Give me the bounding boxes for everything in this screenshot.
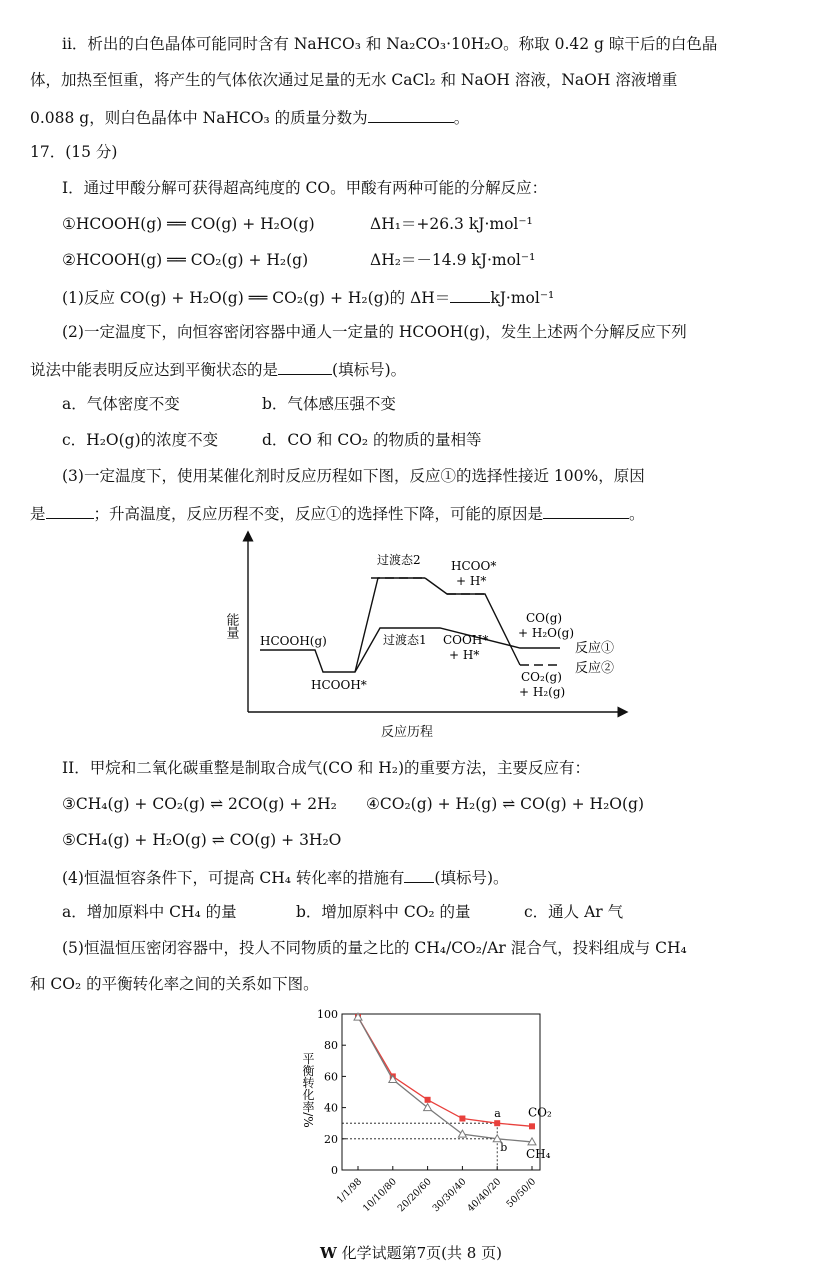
sub4-text: (4)恒温恒容条件下，可提高 CH₄ 转化率的措施有	[62, 869, 405, 887]
data-point-co2	[494, 1120, 500, 1126]
series-line-ch4	[358, 1017, 532, 1142]
y-tick-label: 80	[324, 1039, 338, 1053]
reaction-1-dh: ΔH₁＝+26.3 kJ·mol⁻¹	[370, 215, 533, 233]
sub-question-1	[62, 286, 554, 308]
sub-question-4	[62, 866, 509, 888]
series-line-co2	[358, 1017, 532, 1126]
answer-blank	[543, 502, 629, 519]
energy-xlabel: 反应历程	[381, 725, 434, 740]
label-co-h2o-2: + H₂O(g)	[518, 626, 575, 640]
sub2-option-b: b．气体感压强不变	[262, 395, 396, 413]
annotation-b: b	[500, 1140, 508, 1154]
q17-part1-intro: I．通过甲酸分解可获得超高纯度的 CO。甲酸有两种可能的分解反应：	[62, 179, 548, 197]
data-point-co2	[529, 1123, 535, 1129]
series-label-co2: CO₂	[528, 1105, 552, 1120]
label-hcoo-2: + H*	[456, 574, 487, 588]
annotation-a: a	[494, 1107, 501, 1121]
sub2-line2	[30, 358, 406, 380]
y-tick-label: 60	[324, 1070, 338, 1084]
sub3-end: 。	[629, 505, 645, 523]
x-tick-label: 20/20/60	[395, 1176, 434, 1215]
x-tick-label: 40/40/20	[465, 1176, 504, 1215]
sub4-end: (填标号)。	[434, 869, 509, 887]
legend-reaction-2: 反应②	[575, 661, 615, 676]
sub2-option-d: d．CO 和 CO₂ 的物质的量相等	[262, 431, 482, 449]
answer-blank	[278, 358, 332, 375]
sub3-line2	[30, 502, 645, 524]
label-hcooh-ads: HCOOH*	[311, 678, 367, 692]
plot-frame	[342, 1014, 540, 1170]
conversion-chart	[290, 1000, 560, 1220]
sub5-line2: 和 CO₂ 的平衡转化率之间的关系如下图。	[30, 975, 319, 993]
label-hcooh-g: HCOOH(g)	[260, 634, 327, 648]
y-tick-label: 100	[317, 1008, 338, 1021]
data-point-co2	[459, 1116, 465, 1122]
series-label-ch4: CH₄	[526, 1146, 551, 1161]
y-tick-label: 0	[331, 1164, 338, 1177]
sub4-option-c: c．通人 Ar 气	[524, 903, 624, 921]
reaction-4: ④CO₂(g) + H₂(g) ⇌ CO(g) + H₂O(g)	[366, 795, 645, 813]
x-tick-label: 30/30/40	[430, 1176, 469, 1215]
sub2-end: (填标号)。	[332, 361, 407, 379]
sub2-option-c: c．H₂O(g)的浓度不变	[62, 431, 219, 449]
x-tick-label: 10/10/80	[360, 1176, 399, 1215]
x-tick-label: 1/1/98	[334, 1176, 365, 1206]
q17-part2-intro: II．甲烷和二氧化碳重整是制取合成气(CO 和 H₂)的重要方法，主要反应有：	[62, 759, 590, 777]
sub1-text: (1)反应 CO(g) + H₂O(g) ══ CO₂(g) + H₂(g)的 ΔH＝	[62, 289, 451, 307]
reaction-5: ⑤CH₄(g) + H₂O(g) ⇌ CO(g) + 3H₂O	[62, 831, 342, 849]
reaction-2-dh: ΔH₂＝－14.9 kJ·mol⁻¹	[370, 251, 536, 269]
label-co2-h2-2: + H₂(g)	[519, 685, 566, 699]
q16-line3	[30, 106, 469, 128]
label-co-h2o-1: CO(g)	[526, 611, 563, 625]
data-point-co2	[425, 1097, 431, 1103]
q16-line3-text: 0.088 g，则白色晶体中 NaHCO₃ 的质量分数为	[30, 109, 368, 127]
y-tick-label: 20	[324, 1132, 338, 1146]
sub4-option-a: a．增加原料中 CH₄ 的量	[62, 903, 237, 921]
reaction-2: ②HCOOH(g) ══ CO₂(g) + H₂(g)	[62, 251, 309, 269]
page-footer	[0, 1242, 822, 1263]
footer-text: 化学试题第7页(共 8 页)	[336, 1244, 502, 1262]
q16-line3-end: 。	[453, 109, 470, 127]
chart-ylabel: 平衡转化率/%	[301, 1052, 315, 1128]
q17-header: 17．(15 分)	[30, 143, 118, 161]
y-tick-label: 40	[324, 1101, 338, 1115]
answer-blank	[404, 866, 434, 883]
q16-line1: ii．析出的白色晶体可能同时含有 NaHCO₃ 和 Na₂CO₃·10H₂O。称取 0.42 g 晾干后的白色晶	[62, 35, 718, 53]
energy-profile-diagram	[215, 528, 635, 748]
label-hcoo-1: HCOO*	[451, 559, 497, 573]
reaction-3: ③CH₄(g) + CO₂(g) ⇌ 2CO(g) + 2H₂	[62, 795, 337, 813]
label-cooh-2: + H*	[449, 648, 480, 662]
answer-blank	[368, 106, 454, 123]
sub2-text: 说法中能表明反应达到平衡状态的是	[30, 361, 279, 379]
reaction-2-path	[355, 578, 425, 672]
sub2-option-a: a．气体密度不变	[62, 395, 180, 413]
sub1-unit: kJ·mol⁻¹	[490, 289, 555, 307]
footer-mark: W	[320, 1244, 337, 1262]
label-ts1: 过渡态1	[383, 633, 427, 647]
sub5-line1: (5)恒温恒压密闭容器中，投人不同物质的量之比的 CH₄/CO₂/Ar 混合气，投料组成与 CH₄	[62, 939, 687, 957]
reaction-1: ①HCOOH(g) ══ CO(g) + H₂O(g)	[62, 215, 315, 233]
answer-blank	[450, 286, 490, 303]
sub3-text-b: ；升高温度，反应历程不变，反应①的选择性下降，可能的原因是	[93, 505, 544, 523]
x-tick-label: 50/50/0	[504, 1176, 539, 1211]
energy-ylabel: 能量	[223, 613, 239, 639]
sub4-option-b: b．增加原料中 CO₂ 的量	[296, 903, 471, 921]
sub2-line1: (2)一定温度下，向恒容密闭容器中通人一定量的 HCOOH(g)，发生上述两个分解反应下列	[62, 323, 687, 341]
sub3-line1: (3)一定温度下，使用某催化剂时反应历程如下图，反应①的选择性接近 100%，原因	[62, 467, 645, 485]
legend-reaction-1: 反应①	[575, 641, 615, 656]
answer-blank	[46, 502, 94, 519]
label-cooh-1: COOH*	[443, 633, 489, 647]
label-co2-h2-1: CO₂(g)	[521, 670, 562, 684]
sub3-text-a: 是	[30, 505, 46, 523]
q16-line2: 体，加热至恒重，将产生的气体依次通过足量的无水 CaCl₂ 和 NaOH 溶液，NaOH 溶液增重	[30, 71, 678, 89]
label-ts2: 过渡态2	[377, 553, 421, 567]
